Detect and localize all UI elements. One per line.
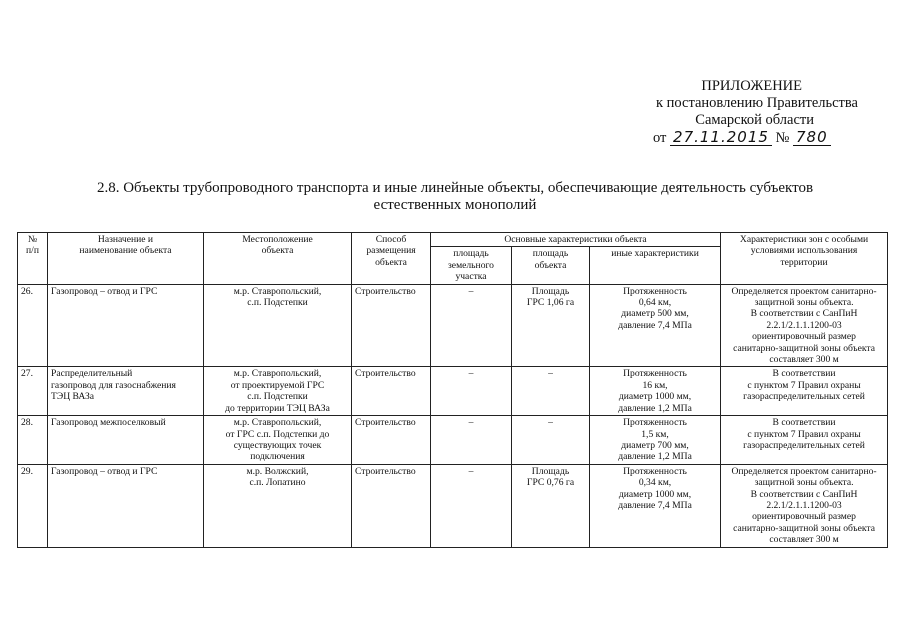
row-num: 28. (18, 416, 48, 465)
handwritten-number: 780 (793, 130, 831, 146)
header-location: Местоположение объекта (204, 233, 352, 285)
table-row (18, 367, 888, 416)
row-zones: В соответствии с пунктом 7 Правил охраны газораспределительных сетей (721, 367, 888, 416)
header-main-characteristics: Основные характеристики объекта (431, 233, 721, 247)
table-header-row (18, 233, 888, 247)
header-other: иные характеристики (590, 247, 721, 284)
row-purpose: Газопровод – отвод и ГРС (48, 284, 204, 367)
row-method: Строительство (352, 284, 431, 367)
row-method: Строительство (352, 464, 431, 547)
header-zones: Характеристики зон с особыми условиями использования территории (721, 233, 888, 285)
table-row (18, 416, 888, 465)
row-object-area: – (512, 416, 590, 465)
row-num: 29. (18, 464, 48, 547)
row-other: Протяженность 16 км, диаметр 1000 мм, давление 1,2 МПа (590, 367, 721, 416)
row-land-area: – (431, 284, 512, 367)
row-zones: Определяется проектом санитарно- защитной зоны объекта. В соответствии с СанПиН 2.2.1/2.1.1.1200-03 ориентировочный размер санитарно-защитной зоны объекта составляет 300 м (721, 284, 888, 367)
row-location: м.р. Ставропольский, от ГРС с.п. Подстепки до существующих точек подключения (204, 416, 352, 465)
appendix-line-resolution: к постановлению Правительства (656, 95, 858, 111)
header-num: № п/п (18, 233, 48, 285)
row-zones: Определяется проектом санитарно- защитной зоны объекта. В соответствии с СанПиН 2.2.1/2.1.1.1200-03 ориентировочный размер санитарно-защитной зоны объекта составляет 300 м (721, 464, 888, 547)
row-other: Протяженность 0,64 км, диаметр 500 мм, давление 7,4 МПа (590, 284, 721, 367)
appendix-heading: ПРИЛОЖЕНИЕ (701, 78, 802, 94)
header-method: Способ размещения объекта (352, 233, 431, 285)
row-object-area: – (512, 367, 590, 416)
header-purpose: Назначение и наименование объекта (48, 233, 204, 285)
header-land-area: площадь земельного участка (431, 247, 512, 284)
table-row (18, 284, 888, 367)
handwritten-date: 27.11.2015 (670, 130, 772, 146)
table-row (18, 464, 888, 547)
row-zones: В соответствии с пунктом 7 Правил охраны газораспределительных сетей (721, 416, 888, 465)
row-land-area: – (431, 464, 512, 547)
appendix-date-line (560, 130, 860, 147)
row-num: 26. (18, 284, 48, 367)
row-purpose: Распределительный газопровод для газоснабжения ТЭЦ ВАЗа (48, 367, 204, 416)
row-other: Протяженность 0,34 км, диаметр 1000 мм, давление 7,4 МПа (590, 464, 721, 547)
header-object-area: площадь объекта (512, 247, 590, 284)
row-object-area: Площадь ГРС 1,06 га (512, 284, 590, 367)
row-object-area: Площадь ГРС 0,76 га (512, 464, 590, 547)
section-title: 2.8. Объекты трубопроводного транспорта и иные линейные объекты, обеспечивающие деятельность субъектов естественных монополий (96, 180, 814, 213)
row-location: м.р. Ставропольский, от проектируемой ГРС с.п. Подстепки до территории ТЭЦ ВАЗа (204, 367, 352, 416)
number-prefix: № (775, 130, 790, 146)
row-land-area: – (431, 367, 512, 416)
row-purpose: Газопровод межпоселковый (48, 416, 204, 465)
row-num: 27. (18, 367, 48, 416)
appendix-block (560, 78, 860, 147)
row-location: м.р. Ставропольский, с.п. Подстепки (204, 284, 352, 367)
row-location: м.р. Волжский, с.п. Лопатино (204, 464, 352, 547)
row-other: Протяженность 1,5 км, диаметр 700 мм, давление 1,2 МПа (590, 416, 721, 465)
objects-table (17, 232, 888, 548)
appendix-line-region: Самарской области (695, 112, 814, 128)
row-land-area: – (431, 416, 512, 465)
row-purpose: Газопровод – отвод и ГРС (48, 464, 204, 547)
row-method: Строительство (352, 416, 431, 465)
row-method: Строительство (352, 367, 431, 416)
date-prefix: от (653, 130, 667, 146)
